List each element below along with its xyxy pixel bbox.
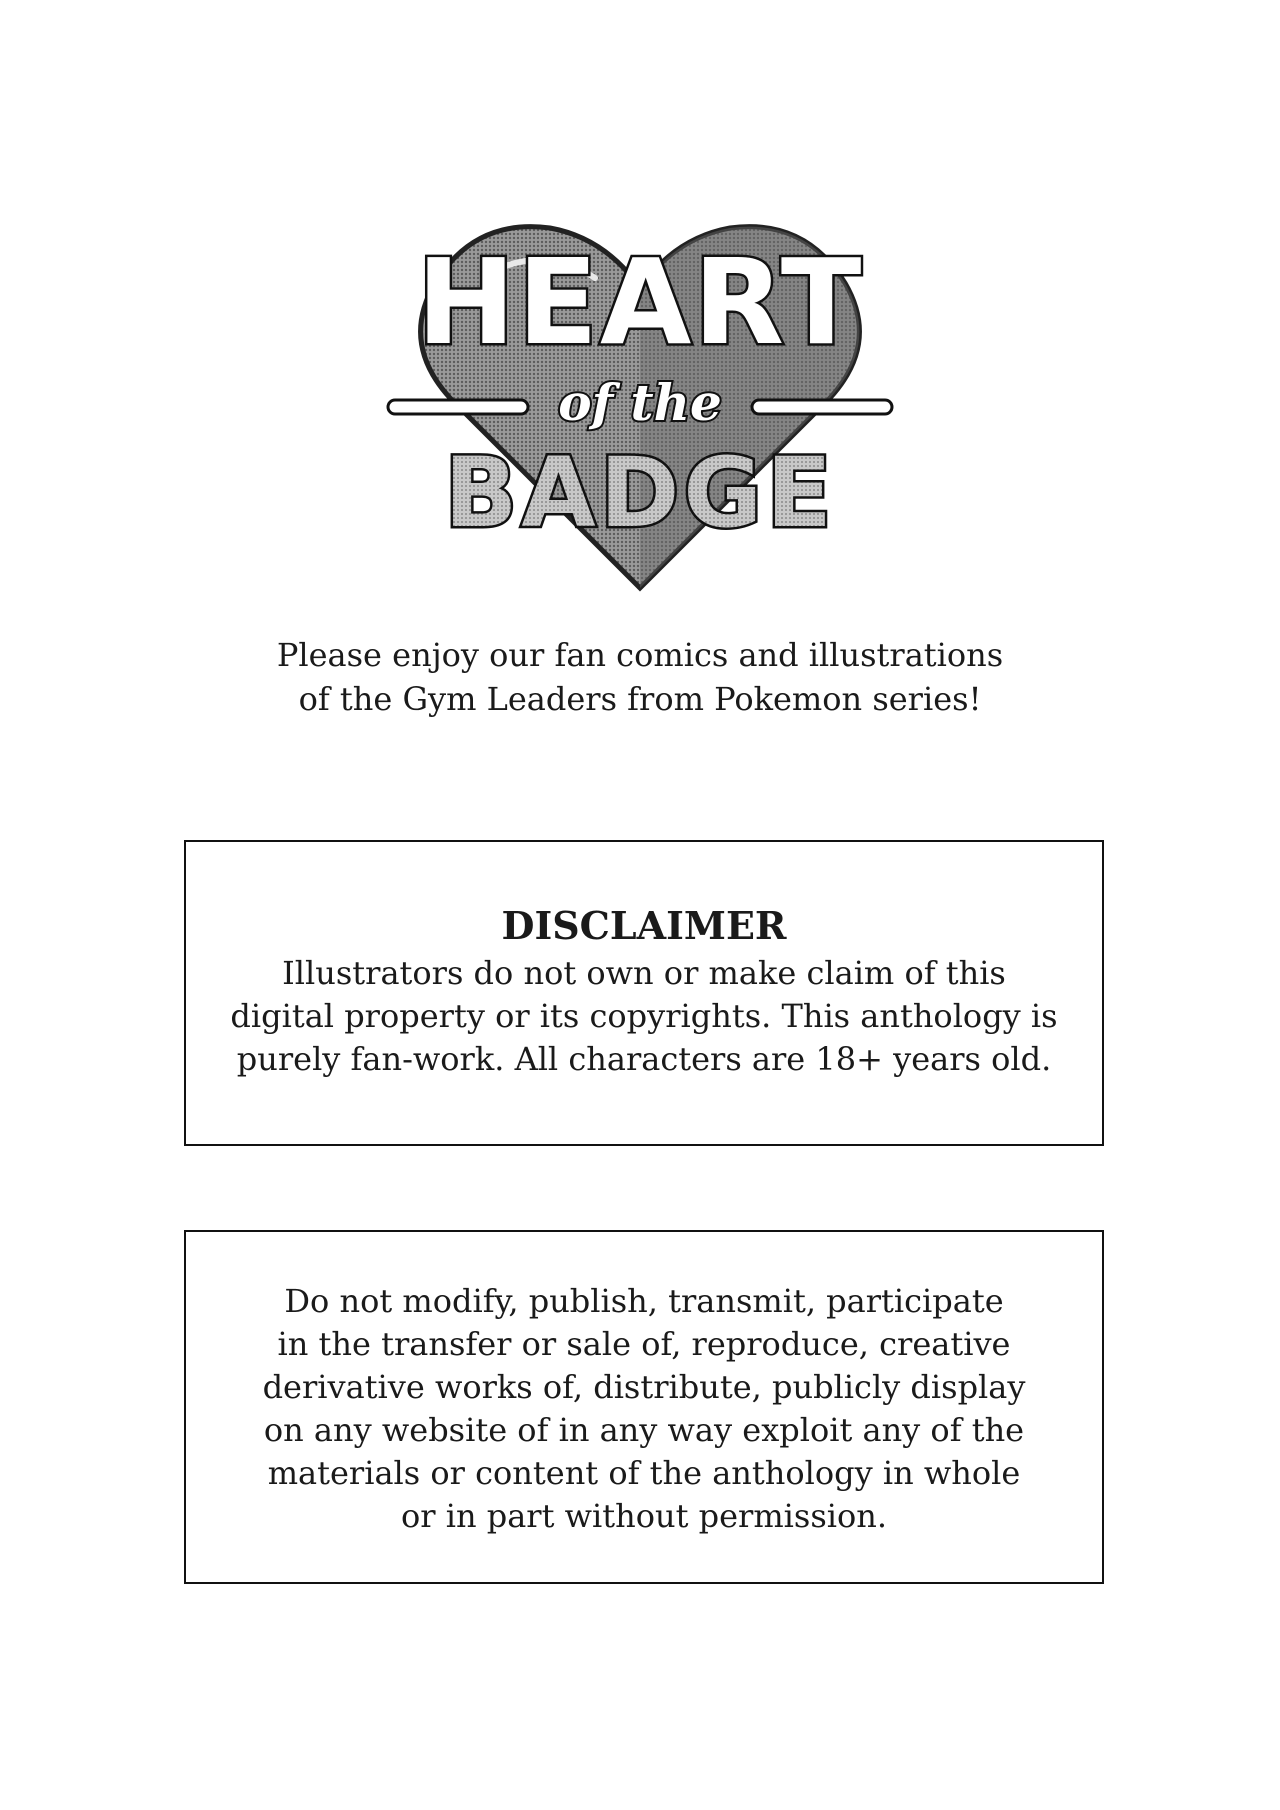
disclaimer-line: Illustrators do not own or make claim of this bbox=[282, 954, 1006, 992]
disclaimer-line: digital property or its copyrights. This anthology is bbox=[230, 997, 1058, 1035]
notice-line: Do not modify, publish, transmit, participate bbox=[284, 1282, 1004, 1320]
usage-notice-box bbox=[184, 1230, 1104, 1584]
heart-of-the-badge-logo bbox=[380, 188, 900, 598]
disclaimer-box bbox=[184, 840, 1104, 1146]
disclaimer-title: DISCLAIMER bbox=[501, 903, 787, 948]
intro-text bbox=[0, 633, 1280, 721]
notice-line: on any website of in any way exploit any of the bbox=[263, 1411, 1025, 1449]
notice-line: or in part without permission. bbox=[400, 1497, 888, 1535]
logo-word-heart: HEART bbox=[416, 233, 864, 371]
disclaimer-line: purely fan-work. All characters are 18+ years old. bbox=[236, 1040, 1052, 1078]
logo-word-badge: BADGE bbox=[444, 437, 836, 549]
heart-logo-graphic bbox=[380, 188, 900, 598]
notice-line: materials or content of the anthology in whole bbox=[267, 1454, 1021, 1492]
disclaimer-body bbox=[186, 952, 1102, 1081]
logo-word-of-the: of the bbox=[558, 373, 722, 432]
notice-line: derivative works of, distribute, publicly display bbox=[262, 1368, 1026, 1406]
intro-line: Please enjoy our fan comics and illustrations bbox=[276, 636, 1004, 674]
intro-line: of the Gym Leaders from Pokemon series! bbox=[298, 680, 982, 718]
notice-line: in the transfer or sale of, reproduce, creative bbox=[277, 1325, 1011, 1363]
usage-notice-body bbox=[186, 1280, 1102, 1538]
